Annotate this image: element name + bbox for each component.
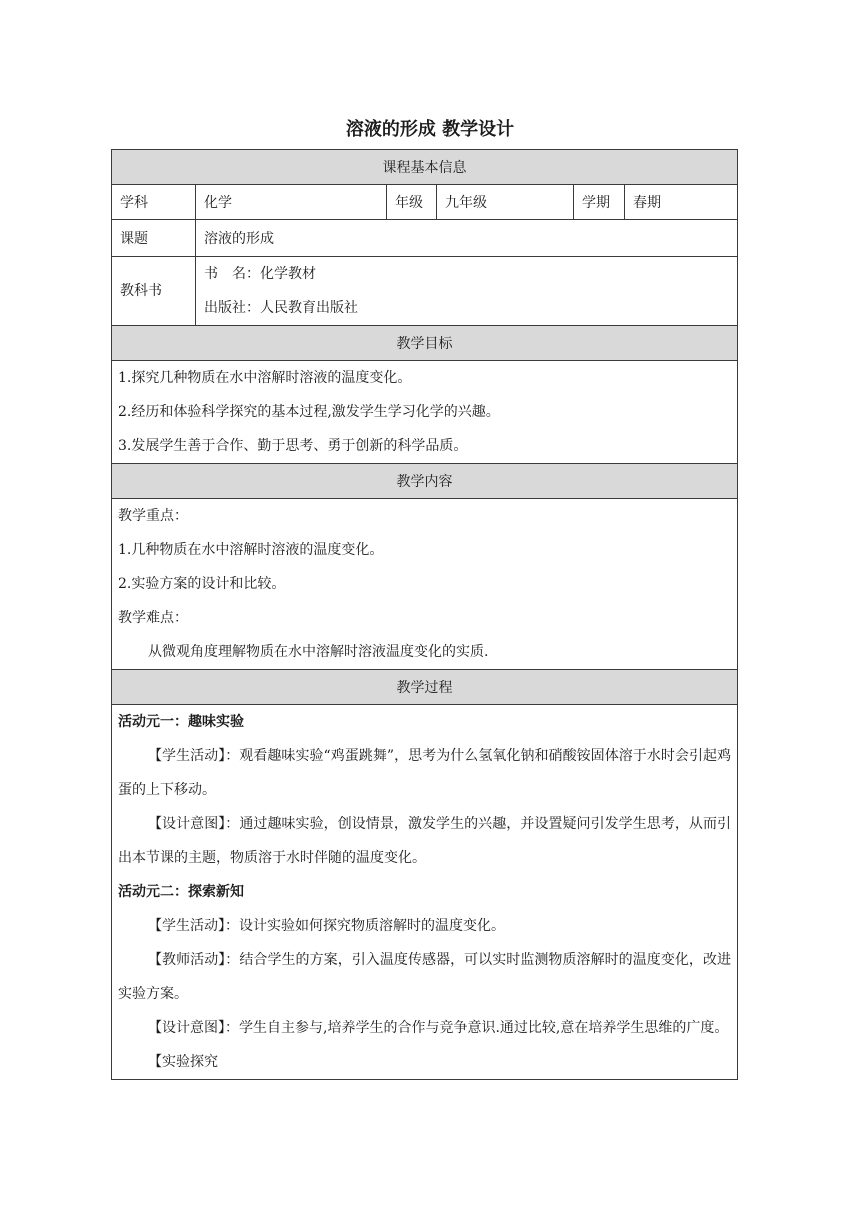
subject-label: 学科 bbox=[112, 185, 196, 220]
activity2-student: 【学生活动】：设计实验如何探究物质溶解时的温度变化。 bbox=[148, 918, 505, 934]
document-title: 溶液的形成 教学设计 bbox=[345, 119, 515, 140]
textbook-info bbox=[196, 257, 738, 326]
key-points-label: 教学重点： bbox=[118, 508, 188, 524]
goal-item: 1.探究几种物质在水中溶解时溶液的温度变化。 bbox=[118, 370, 412, 386]
activity1-intent: 【设计意图】：通过趣味实验，创设情景，激发学生的兴趣，并设置疑问引发学生思考，从而引出本节课的主题，物质溶于水时伴随的温度变化。 bbox=[118, 816, 732, 866]
section-header-content: 教学内容 bbox=[112, 464, 738, 499]
textbook-name: 书 名：化学教材 bbox=[204, 266, 316, 282]
goal-item: 3.发展学生善于合作、勤于思考、勇于创新的科学品质。 bbox=[118, 438, 468, 454]
activity1-title: 活动元一：趣味实验 bbox=[118, 714, 244, 730]
lesson-plan-table bbox=[111, 149, 738, 1080]
section-header-goals: 教学目标 bbox=[112, 326, 738, 361]
difficulty-text: 从微观角度理解物质在水中溶解时溶液温度变化的实质. bbox=[148, 644, 489, 660]
key-point-item: 1.几种物质在水中溶解时溶液的温度变化。 bbox=[118, 542, 384, 558]
textbook-label-text: 教科书 bbox=[120, 283, 162, 299]
goal-item: 2.经历和体验科学探究的基本过程,激发学生学习化学的兴趣。 bbox=[118, 404, 500, 420]
term-label: 学期 bbox=[574, 185, 625, 220]
textbook-publisher: 出版社：人民教育出版社 bbox=[204, 300, 358, 316]
goals-block bbox=[112, 361, 738, 464]
activity2-intent: 【设计意图】：学生自主参与,培养学生的合作与竞争意识.通过比较,意在培养学生思维的广度。 bbox=[148, 1020, 729, 1036]
activity1-student: 【学生活动】：观看趣味实验“鸡蛋跳舞”，思考为什么氢氧化钠和硝酸铵固体溶于水时会引起鸡蛋的上下移动。 bbox=[118, 748, 732, 798]
section-header-process: 教学过程 bbox=[112, 670, 738, 705]
activity2-teacher: 【教师活动】：结合学生的方案，引入温度传感器，可以实时监测物质溶解时的温度变化，改进实验方案。 bbox=[118, 952, 732, 1002]
textbook-label bbox=[112, 257, 196, 326]
topic-value: 溶液的形成 bbox=[196, 220, 738, 257]
subject-value: 化学 bbox=[196, 185, 387, 220]
topic-label: 课题 bbox=[112, 220, 196, 257]
activity2-title: 活动元二：探索新知 bbox=[118, 884, 244, 900]
grade-value: 九年级 bbox=[437, 185, 574, 220]
content-block bbox=[112, 499, 738, 670]
difficulty-label: 教学难点： bbox=[118, 610, 188, 626]
process-block bbox=[112, 705, 738, 1080]
experiment-label: 【实验探究 bbox=[148, 1054, 218, 1070]
grade-label: 年级 bbox=[387, 185, 437, 220]
term-value: 春期 bbox=[625, 185, 738, 220]
section-header-basic-info: 课程基本信息 bbox=[112, 150, 738, 185]
key-point-item: 2.实验方案的设计和比较。 bbox=[118, 576, 286, 592]
